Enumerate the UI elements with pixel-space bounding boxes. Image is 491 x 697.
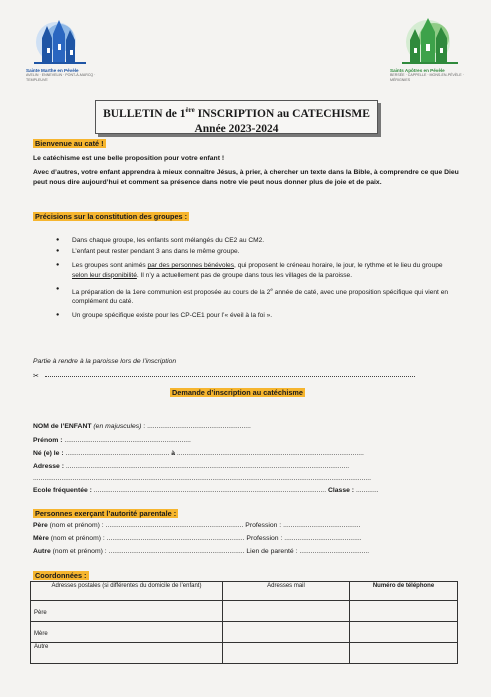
list-item-text: . Il n’y a actuellement pas de groupe dans tous les villages de la paroisse. bbox=[136, 271, 353, 279]
cut-note: Partie à rendre à la paroisse lors de l’inscription bbox=[33, 358, 177, 365]
welcome-heading bbox=[33, 139, 106, 148]
father-field[interactable] bbox=[33, 521, 361, 530]
field-hint: (en majuscules) bbox=[93, 423, 142, 430]
field-dots: ......................................................................... bbox=[104, 535, 245, 542]
list-item-text: L’enfant peut rester pendant 3 ans dans le même groupe. bbox=[72, 248, 240, 256]
field-dots: ..................................... bbox=[297, 548, 370, 555]
list-item-text: La préparation de la 1ere communion est proposée au cours de la 2 bbox=[72, 289, 271, 296]
email-cell[interactable] bbox=[223, 622, 350, 643]
logo-title: Saints Apôtres en Pévèle bbox=[390, 68, 445, 73]
field-dots: ............ bbox=[354, 487, 379, 494]
groups-heading bbox=[33, 212, 189, 221]
document-year: Année 2023-2024 bbox=[194, 122, 279, 135]
table-header-row bbox=[31, 582, 458, 601]
groups-heading-text: Précisions sur la constitution des groupes : bbox=[35, 212, 188, 221]
coordonnees-heading-text: Coordonnées : bbox=[35, 571, 87, 580]
email-cell[interactable] bbox=[223, 643, 350, 664]
field-dots: ....................................................... bbox=[63, 450, 170, 457]
document-title-box bbox=[95, 100, 378, 134]
welcome-heading-text: Bienvenue au caté ! bbox=[35, 139, 104, 148]
list-item bbox=[56, 261, 456, 279]
field-dots: ................................................................................................... bbox=[175, 450, 364, 457]
list-item-text: Un groupe spécifique existe pour les CP-CE1 pour l’« éveil à la foi ». bbox=[72, 312, 273, 320]
table-row bbox=[31, 643, 458, 664]
column-header-email: Adresses mail bbox=[223, 582, 350, 601]
list-item bbox=[56, 236, 456, 245]
field-label: Père bbox=[33, 522, 48, 529]
column-header-postal bbox=[31, 582, 223, 601]
table-row bbox=[31, 622, 458, 643]
address-line-2[interactable] bbox=[33, 474, 371, 483]
title-text: BULLETIN de 1 bbox=[103, 107, 186, 120]
field-label: Profession : bbox=[245, 522, 282, 529]
field-dots: ................................................................................................................................................................................... bbox=[33, 475, 372, 482]
contacts-table bbox=[30, 581, 458, 664]
phone-cell[interactable] bbox=[350, 643, 458, 664]
row-label: Mère bbox=[34, 631, 48, 637]
field-label: Autre bbox=[33, 548, 51, 555]
list-item-text: Dans chaque groupe, les enfants sont mélangés du CE2 au CM2. bbox=[72, 237, 265, 244]
header-label: Adresses postales bbox=[51, 583, 101, 589]
phone-cell[interactable] bbox=[350, 601, 458, 622]
list-item-text: Les groupes sont animés bbox=[72, 262, 148, 270]
list-item bbox=[56, 247, 456, 256]
list-item bbox=[56, 285, 456, 307]
demande-heading bbox=[170, 388, 305, 397]
logo-caption-left bbox=[26, 68, 106, 83]
phone-cell[interactable] bbox=[350, 622, 458, 643]
parish-logo-right bbox=[390, 18, 470, 80]
field-dots: ................................................................... bbox=[62, 437, 191, 444]
mother-field[interactable] bbox=[33, 534, 362, 543]
field-dots: ...................................................................................................................................................... bbox=[63, 463, 350, 470]
scissors-icon: ✂ bbox=[33, 373, 39, 380]
parents-heading-text: Personnes exerçant l’autorité parentale : bbox=[35, 509, 177, 518]
field-dots: ........................................................................ bbox=[106, 548, 245, 555]
row-label: Père bbox=[34, 610, 47, 616]
field-dots: ......................................... bbox=[281, 522, 361, 529]
title-superscript: ère bbox=[185, 106, 195, 114]
groups-list bbox=[56, 236, 456, 326]
field-colon: : bbox=[141, 423, 146, 430]
logo-subtitle: BERSÉE · CAPPELLE · MONS-EN-PÉVÈLE · MÉRIGNIES bbox=[390, 73, 464, 82]
field-label: Prénom : bbox=[33, 437, 63, 444]
address-field[interactable] bbox=[33, 462, 349, 471]
row-label-other[interactable] bbox=[31, 643, 223, 664]
row-label-father[interactable] bbox=[31, 601, 223, 622]
logo-title: Sainte Marthe en Pévèle bbox=[26, 68, 79, 73]
parish-logo-left bbox=[26, 18, 106, 80]
birth-field[interactable] bbox=[33, 449, 364, 458]
field-label: Classe : bbox=[327, 487, 355, 494]
welcome-paragraph-1: Le catéchisme est une belle proposition pour votre enfant ! bbox=[33, 155, 225, 162]
child-firstname-field[interactable] bbox=[33, 436, 191, 445]
field-dots: ........................................................................................................................... bbox=[91, 487, 327, 494]
church-logo-icon bbox=[26, 18, 106, 68]
email-cell[interactable] bbox=[223, 601, 350, 622]
field-dots: ....................................................... bbox=[145, 423, 251, 430]
field-hint: (nom et prénom) : bbox=[48, 535, 105, 542]
other-guardian-field[interactable] bbox=[33, 547, 369, 556]
list-item-text: , qui proposent le créneau horaire, le jour, le rythme et le lieu du groupe bbox=[234, 262, 443, 270]
field-label: Né (e) le : bbox=[33, 450, 64, 457]
coordonnees-heading bbox=[33, 571, 89, 580]
list-item-underlined: selon leur disponibilité bbox=[72, 271, 137, 279]
field-label: Ecole fréquentée : bbox=[33, 487, 92, 494]
demande-heading-text: Demande d’inscription au catéchisme bbox=[172, 388, 303, 397]
list-item-text: année de caté, avec une proposition spécifique qui vient en complément du caté. bbox=[72, 289, 449, 306]
field-hint: (nom et prénom) : bbox=[50, 548, 107, 555]
field-label: Adresse : bbox=[33, 463, 64, 470]
title-text-suffix: INSCRIPTION au CATECHISME bbox=[194, 107, 370, 120]
field-label: NOM de l’ENFANT bbox=[33, 423, 92, 430]
header-hint: (si différentes du domicile de l’enfant) bbox=[100, 583, 202, 589]
row-label-mother[interactable] bbox=[31, 622, 223, 643]
field-label: Lien de parenté : bbox=[246, 548, 298, 555]
cut-line bbox=[45, 376, 415, 377]
field-hint: (nom et prénom) : bbox=[47, 522, 104, 529]
welcome-paragraph-2: Avec d’autres, votre enfant apprendra à mieux connaître Jésus, à prier, à chercher un texte dans la Bible, à comprendre ce que Dieu peut nous dire aujourd’hui et comment sa présence dans notre vie peut nous donner plus de joie et de paix. bbox=[33, 169, 459, 186]
parents-heading bbox=[33, 509, 178, 518]
field-dots: ......................................................................... bbox=[103, 522, 244, 529]
child-name-field[interactable] bbox=[33, 422, 251, 431]
field-label: Mère bbox=[33, 535, 49, 542]
column-header-phone: Numéro de téléphone bbox=[350, 582, 458, 601]
logo-subtitle: AVELIN · ENNEVELIN · PONT-À-MARCQ · TEMPLEUVE bbox=[26, 73, 96, 82]
row-label: Autre bbox=[34, 644, 49, 650]
document-title bbox=[96, 103, 377, 122]
logo-caption-right bbox=[390, 68, 470, 83]
field-label: Profession : bbox=[246, 535, 283, 542]
school-field[interactable] bbox=[33, 486, 379, 495]
field-dots: ......................................... bbox=[282, 535, 362, 542]
church-logo-green-icon bbox=[390, 18, 470, 68]
list-item-superscript: e bbox=[270, 286, 273, 292]
list-item bbox=[56, 311, 456, 320]
list-item-underlined: par des personnes bénévoles bbox=[147, 262, 235, 270]
field-label: à bbox=[171, 450, 176, 457]
table-row bbox=[31, 601, 458, 622]
